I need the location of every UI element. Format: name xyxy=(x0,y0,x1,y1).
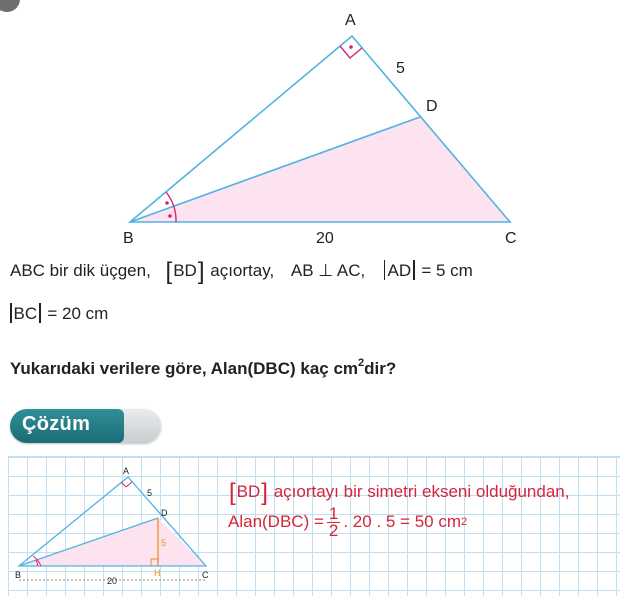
bracket-open: [ xyxy=(229,479,236,506)
small-label-b: B xyxy=(15,570,22,580)
abs-bar-right xyxy=(39,303,41,323)
solution-symmetry-text: açıortayı bir simetri ekseni olduğundan, xyxy=(273,482,570,501)
small-label-a: A xyxy=(123,466,130,476)
small-label-20: 20 xyxy=(107,576,118,586)
given-line-2 xyxy=(10,303,108,324)
side-label-ad: 5 xyxy=(396,60,405,77)
main-triangle-figure xyxy=(0,0,629,250)
bracket-open: [ xyxy=(165,258,173,285)
solution-area-result: . 20 . 5 = 50 cm xyxy=(343,512,462,531)
small-label-5a: 5 xyxy=(147,488,153,498)
small-label-5b: 5 xyxy=(161,538,167,548)
question-main: Yukarıdaki verilere göre, Alan(DBC) kaç cm xyxy=(10,359,359,378)
bracket-close: ] xyxy=(261,479,268,506)
side-label-bc: 20 xyxy=(316,230,334,247)
small-triangle-fill xyxy=(19,518,206,566)
given-ad-value: = 5 cm xyxy=(421,261,473,280)
abs-bar-left xyxy=(384,260,386,280)
vertex-label-b: B xyxy=(123,230,134,247)
bracket-close: ] xyxy=(197,258,205,285)
given-ad: AD xyxy=(387,261,412,280)
small-right-angle-a xyxy=(121,482,132,487)
angle-dot-b-upper xyxy=(165,201,169,205)
small-label-d: D xyxy=(161,508,168,518)
triangle-dbc-fill xyxy=(130,117,510,222)
question-text xyxy=(10,357,396,379)
given-bd: BD xyxy=(173,261,197,280)
small-label-c: C xyxy=(202,570,209,580)
solution-bd: BD xyxy=(236,482,261,501)
question-sup: 2 xyxy=(358,357,365,369)
given-perpendicular: AB ⊥ AC, xyxy=(290,261,366,280)
solution-tab-label[interactable]: Çözüm xyxy=(22,413,91,435)
vertex-label-a: A xyxy=(345,12,356,29)
given-bc: BC xyxy=(13,304,38,323)
abs-bar-left xyxy=(10,303,12,323)
solution-fraction xyxy=(327,503,340,540)
given-line-1 xyxy=(10,258,473,285)
fraction-denominator: 2 xyxy=(328,520,339,540)
right-angle-dot-a xyxy=(349,45,353,49)
small-label-h: H xyxy=(154,568,161,578)
given-right-triangle: ABC bir dik üçgen, xyxy=(10,261,151,280)
solution-area-prefix: Alan(DBC) = xyxy=(228,512,324,531)
angle-dot-b-lower xyxy=(168,214,172,218)
question-suffix: dir? xyxy=(364,359,397,378)
solution-area-sup: 2 xyxy=(461,516,468,528)
fraction-numerator: 1 xyxy=(328,503,339,523)
vertex-label-d: D xyxy=(426,98,438,115)
solution-line-2 xyxy=(228,499,467,545)
given-bc-value: = 20 cm xyxy=(47,304,109,323)
vertex-label-c: C xyxy=(505,230,517,247)
given-bisector: açıortay, xyxy=(210,261,275,280)
abs-bar-right xyxy=(413,260,415,280)
